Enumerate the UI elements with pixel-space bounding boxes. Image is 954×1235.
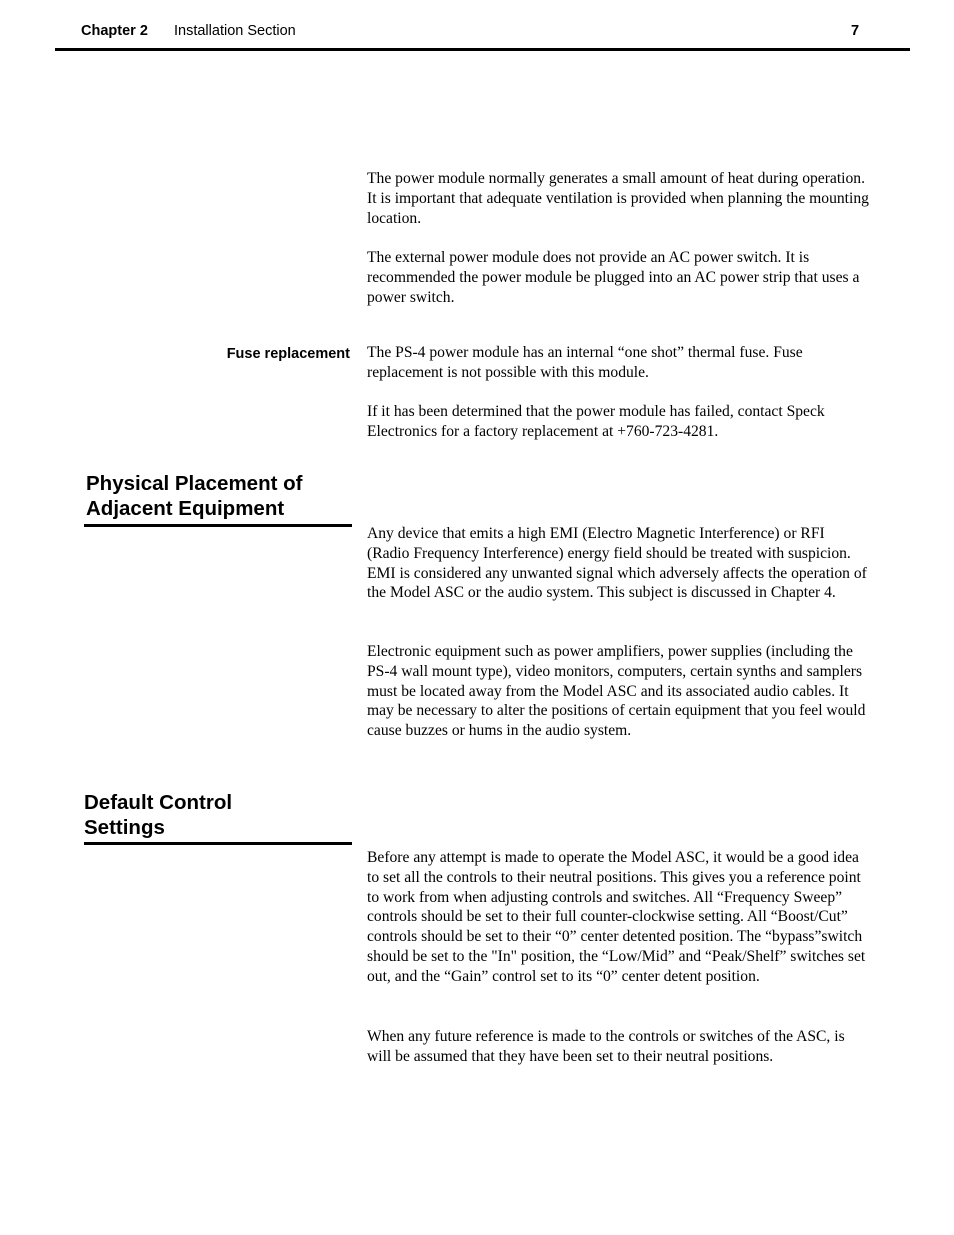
defaults-heading-rule — [84, 842, 352, 845]
defaults-paragraph-2: When any future reference is made to the controls or switches of the ASC, is will be assumed that they have been set to their neutral positions. — [367, 1028, 845, 1065]
section-title: Installation Section — [174, 23, 296, 39]
defaults-heading-line-1: Default Control — [84, 791, 233, 814]
placement-heading — [86, 471, 356, 521]
header-rule — [55, 48, 910, 51]
fuse-paragraph-1: The PS-4 power module has an internal “one shot” thermal fuse. Fuse replacement is not possible with this module. — [367, 344, 803, 381]
placement-heading-rule — [84, 524, 352, 527]
placement-paragraph-2: Electronic equipment such as power amplifiers, power supplies (including the PS-4 wall mount type), video monitors, computers, certain synths and samplers must be located away from the Model ASC and its associated audio cables. It may be necessary to alter the positions of certain equipment that you feel would cause buzzes or hums in the audio system. — [367, 643, 866, 740]
placement-paragraph-1: Any device that emits a high EMI (Electro Magnetic Interference) or RFI (Radio Frequency Interference) energy field should be treated with suspicion. EMI is considered any unwanted signal which adversely affects the operation of the Model ASC or the audio system. This subject is discussed in Chapter 4. — [367, 525, 867, 602]
fuse-replacement-label: Fuse replacement — [226, 346, 350, 362]
defaults-heading — [84, 790, 354, 840]
placement-heading-line-2: Adjacent Equipment — [86, 497, 285, 520]
placement-heading-line-1: Physical Placement of — [86, 472, 303, 495]
page-header — [0, 0, 954, 52]
intro-paragraph-2: The external power module does not provide an AC power switch. It is recommended the power module be plugged into an AC power strip that uses a power switch. — [367, 249, 860, 306]
page-number: 7 — [851, 23, 860, 39]
fuse-paragraph-2: If it has been determined that the power module has failed, contact Speck Electronics for a factory replacement at +760-723-4281. — [367, 403, 825, 440]
chapter-label: Chapter 2 — [81, 23, 148, 39]
defaults-paragraph-1: Before any attempt is made to operate the Model ASC, it would be a good idea to set all the controls to their neutral positions. This gives you a reference point to work from when adjusting controls and switches. All “Frequency Sweep” controls should be set to their full counter-clockwise setting. All “Boost/Cut” controls should be set to their “0” center detented position. The “bypass”switch should be set to the "In" position, the “Low/Mid” and “Peak/Shelf” switches set out, and the “Gain” control set to its “0” center detent position. — [367, 849, 866, 985]
intro-paragraph-1: The power module normally generates a small amount of heat during operation. It is important that adequate ventilation is provided when planning the mounting location. — [367, 170, 869, 227]
defaults-heading-line-2: Settings — [84, 816, 165, 839]
